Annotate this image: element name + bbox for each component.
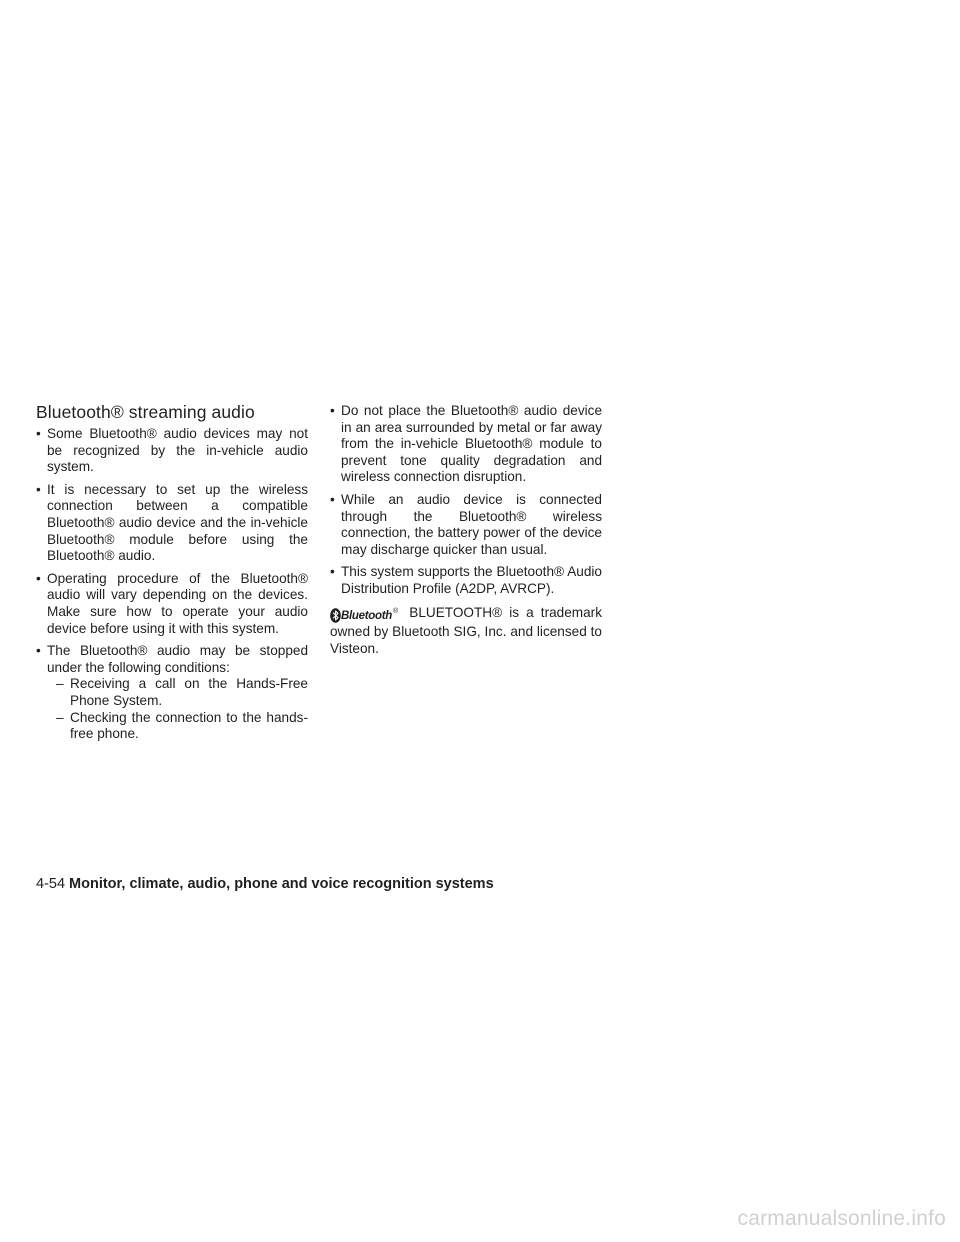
- left-column: [36, 401, 308, 749]
- dash-mark: –: [56, 676, 64, 692]
- bullet-mark: •: [330, 403, 335, 418]
- bullet-text: This system supports the Bluetooth® Audio Distribution Profile (A2DP, AVRCP).: [341, 564, 602, 596]
- right-column: [330, 403, 602, 671]
- sub-item-text: Receiving a call on the Hands-Free Phone System.: [70, 676, 308, 708]
- bullet-mark: •: [36, 643, 41, 659]
- bullet-text: Operating procedure of the Bluetooth® audio will vary depending on the devices. Make sure how to operate your audio device before using it with this system.: [47, 570, 308, 636]
- bluetooth-registered-mark: ®: [392, 607, 399, 615]
- list-item: [36, 571, 308, 637]
- trademark-text: BLUETOOTH® is a trademark owned by Bluetooth SIG, Inc. and licensed to Visteon.: [330, 604, 602, 656]
- list-item: [330, 492, 602, 558]
- bullet-text: Do not place the Bluetooth® audio device in an area surrounded by metal or far away from the in-vehicle Bluetooth® module to prevent tone quality degradation and wireless connection disruption.: [341, 403, 602, 485]
- bullet-text: Some Bluetooth® audio devices may not be recognized by the in-vehicle audio system.: [47, 426, 308, 475]
- bullet-text: It is necessary to set up the wireless connection between a compatible Bluetooth® audio device and the in-vehicle Bluetooth® module before using the Bluetooth® audio.: [47, 481, 308, 564]
- left-bullet-list: [36, 426, 308, 743]
- list-item: [36, 643, 308, 743]
- page-footer: [36, 875, 494, 893]
- page-number: 4-54: [36, 876, 66, 892]
- bullet-text: While an audio device is connected through the Bluetooth® wireless connection, the battery power of the device may discharge quicker than usual.: [341, 491, 602, 557]
- watermark: carmanualsonline.info: [737, 1207, 946, 1230]
- list-item: [36, 426, 308, 476]
- bluetooth-logo: [330, 604, 398, 625]
- sub-list-item: [56, 710, 308, 743]
- dash-mark: –: [56, 709, 64, 725]
- chapter-title: Monitor, climate, audio, phone and voice recognition systems: [69, 876, 494, 892]
- bluetooth-wordmark: Bluetooth: [341, 609, 392, 622]
- bullet-mark: •: [36, 570, 41, 586]
- condition-sub-list: [47, 676, 308, 742]
- bullet-mark: •: [36, 426, 41, 441]
- trademark-notice: [330, 604, 602, 658]
- sub-list-item: [56, 676, 308, 709]
- bullet-mark: •: [330, 491, 335, 507]
- list-item: [330, 403, 602, 486]
- sub-item-text: Checking the connection to the hands-free phone.: [70, 709, 308, 742]
- list-item: [36, 482, 308, 565]
- bullet-mark: •: [36, 481, 41, 497]
- section-title: Bluetooth® streaming audio: [36, 402, 255, 422]
- bullet-text: The Bluetooth® audio may be stopped under the following conditions:: [47, 643, 308, 675]
- bullet-mark: •: [330, 564, 335, 580]
- right-bullet-list: [330, 403, 602, 598]
- list-item: [330, 564, 602, 597]
- bluetooth-rune-icon: [330, 608, 341, 623]
